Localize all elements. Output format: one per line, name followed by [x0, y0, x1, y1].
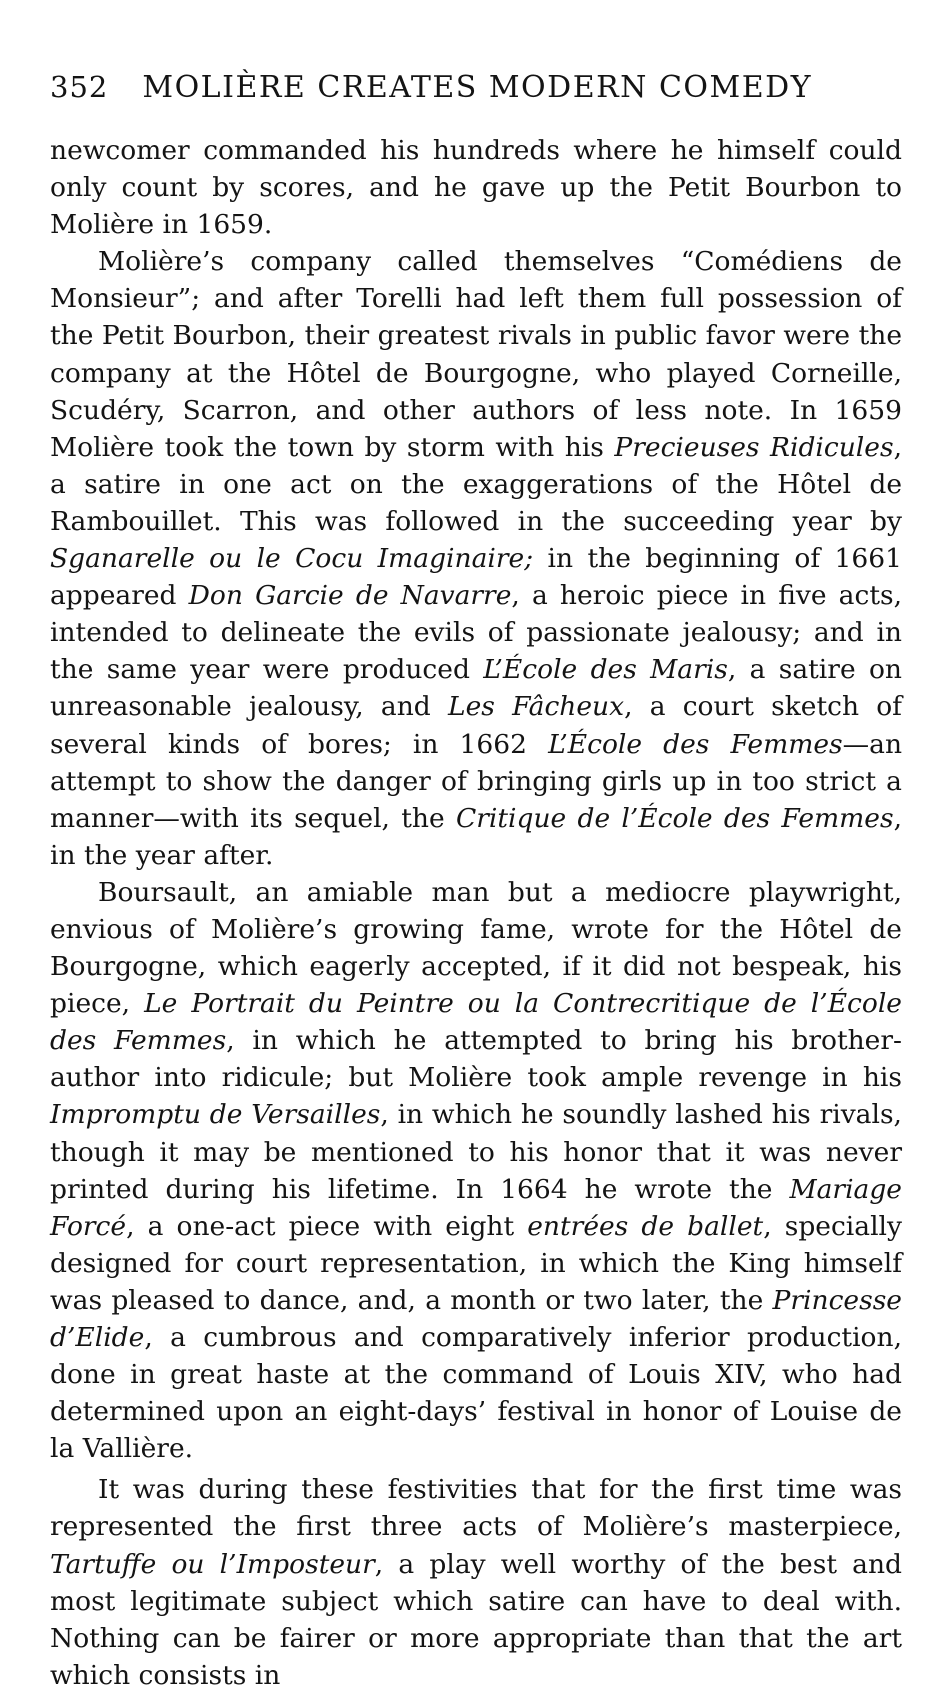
italic-title: Tartuffe ou l’Imposteur: [50, 1548, 375, 1580]
text-run: , a satire on unreasonable jealousy, and: [50, 654, 902, 723]
book-page: [50, 70, 902, 1694]
italic-title: Les Fâcheux: [447, 691, 625, 723]
text-run: in the beginning of 1661 appeared: [50, 543, 902, 612]
text-run: , in which he soundly lashed his rivals, though it may be mentioned to his honor that it was never printed during his lifetime. In 1664 he wrote the: [50, 1099, 902, 1205]
text-run: , in which he attempted to bring his brother-author into ridicule; but Molière took ample revenge in his: [50, 1025, 902, 1094]
text-run: , a satire in one act on the exaggerations of the Hôtel de Rambouillet. This was followed in the succeeding year by: [50, 431, 902, 537]
italic-title: L’École des Femmes: [548, 728, 843, 760]
text-run: , specially designed for court representation, in which the King himself was pleased to dance, and, a month or two later, the: [50, 1210, 902, 1316]
text-run: , a play well worthy of the best and most legitimate subject which satire can have to deal with. Nothing can be fairer or more appropriate than that the art which consists in: [50, 1548, 902, 1691]
text-run: , a cumbrous and comparatively inferior production, done in great haste at the command of Louis XIV, who had determined upon an eight-days’ festival in honor of Louise de la Vallière.: [50, 1322, 902, 1465]
page-header: [50, 70, 902, 122]
text-run: , a one-act piece with eight: [126, 1210, 528, 1242]
italic-title: Critique de l’École des Femmes: [455, 802, 894, 834]
italic-title: L’École des Maris: [483, 654, 728, 686]
italic-title: Don Garcie de Navarre: [188, 580, 512, 612]
italic-title: Precieuses Ridicules: [614, 431, 894, 463]
paragraph-tartuffe: [50, 1471, 902, 1694]
text-run: It was during these festivities that for the first time was represented the first three acts of Molière’s masterpiece,: [50, 1474, 902, 1543]
running-head: MOLIÈRE CREATES MODERN COMEDY: [142, 70, 812, 105]
italic-title: entrées de ballet: [527, 1210, 764, 1242]
paragraph-boursault: [50, 874, 902, 1468]
page-number: 352: [50, 70, 109, 104]
italic-title: Mariage Forcé: [50, 1173, 902, 1242]
text-run: —an attempt to show the danger of bringing girls up in too strict a manner—with its sequel, the: [50, 728, 903, 834]
text-run: , a heroic piece in five acts, intended to delineate the evils of passionate jealousy; and in the same year were produced: [50, 580, 902, 686]
italic-title: Princesse d’Elide: [50, 1284, 902, 1353]
text-run: newcomer commanded his hundreds where he himself could only count by scores, and he gave up the Petit Bourbon to Molière in 1659.: [50, 135, 902, 241]
italic-title: Le Portrait du Peintre ou la Contrecritique de l’École des Femmes: [50, 988, 902, 1057]
text-run: Molière’s company called themselves “Comédiens de Monsieur”; and after Torelli had left them full possession of the Petit Bourbon, their greatest rivals in public favor were the company at the Hôtel de Bourgogne, who played Corneille, Scudéry, Scarron, and other authors of less note. In 1659 Molière took the town by storm with his: [50, 246, 902, 463]
body-text: [50, 132, 902, 1694]
text-run: , in the year after.: [50, 802, 903, 871]
text-run: Boursault, an amiable man but a mediocre playwright, envious of Molière’s growing fame, wrote for the Hôtel de Bourgogne, which eagerly accepted, if it did not bespeak, his piece,: [50, 876, 902, 1020]
italic-title: Sganarelle ou le Cocu Imaginaire;: [50, 543, 534, 575]
italic-title: Impromptu de Versailles: [50, 1099, 381, 1131]
paragraph-continuation: [50, 132, 902, 243]
text-run: , a court sketch of several kinds of bores; in 1662: [50, 691, 902, 760]
paragraph-comediens: [50, 243, 902, 874]
